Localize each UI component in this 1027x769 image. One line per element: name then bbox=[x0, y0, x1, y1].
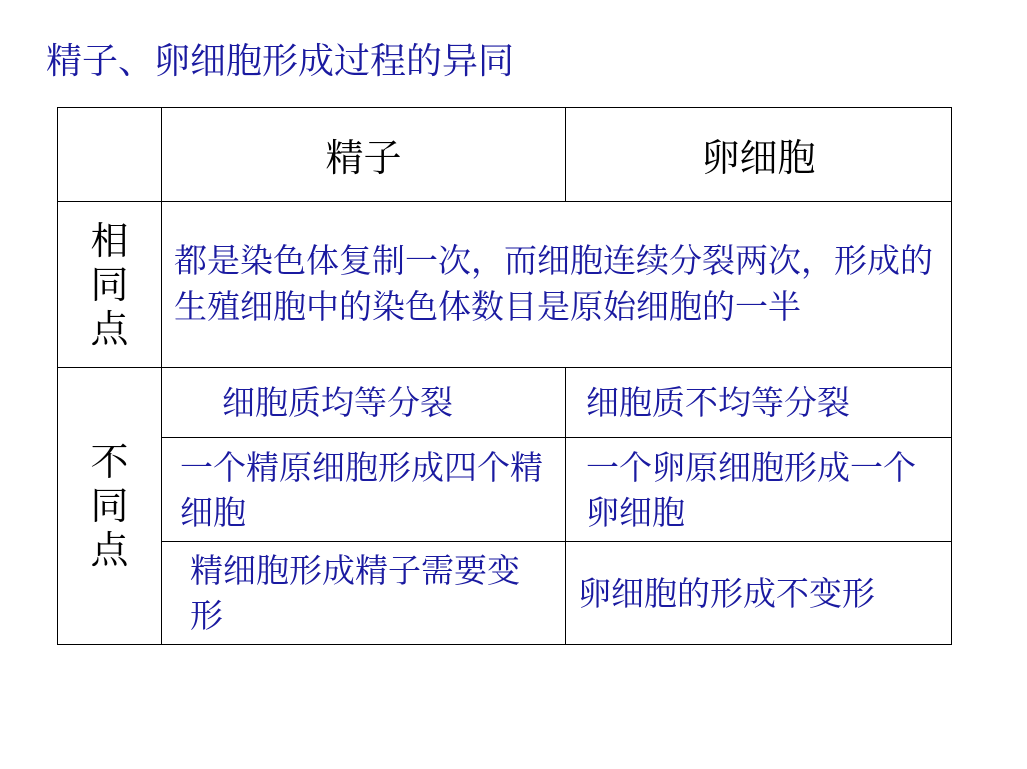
header-row bbox=[58, 108, 952, 202]
difference-label-char: 同 bbox=[90, 484, 129, 528]
difference-row bbox=[58, 542, 952, 645]
similarity-text: 都是染色体复制一次，而细胞连续分裂两次，形成的生殖细胞中的染色体数目是原始细胞的一半 bbox=[162, 202, 952, 368]
egg-cytoplasm-cell: 细胞质不均等分裂 bbox=[566, 368, 952, 438]
header-sperm: 精子 bbox=[162, 108, 566, 202]
corner-cell bbox=[58, 108, 162, 202]
sperm-transform-cell: 精细胞形成精子需要变形 bbox=[162, 542, 566, 645]
difference-label-char: 不 bbox=[90, 440, 129, 484]
sperm-cytoplasm-cell: 细胞质均等分裂 bbox=[162, 368, 566, 438]
similarity-label bbox=[58, 202, 162, 368]
similarity-row bbox=[58, 202, 952, 368]
egg-count-cell: 一个卵原细胞形成一个卵细胞 bbox=[566, 438, 952, 542]
page-title: 精子、卵细胞形成过程的异同 bbox=[46, 41, 515, 82]
similarity-label-char: 相 bbox=[90, 218, 129, 263]
similarity-label-char: 点 bbox=[90, 306, 129, 351]
header-egg: 卵细胞 bbox=[566, 108, 952, 202]
difference-row bbox=[58, 438, 952, 542]
egg-transform-cell: 卵细胞的形成不变形 bbox=[566, 542, 952, 645]
difference-label-char: 点 bbox=[90, 528, 129, 572]
similarity-label-char: 同 bbox=[90, 262, 129, 307]
comparison-table bbox=[57, 107, 952, 645]
difference-row bbox=[58, 368, 952, 438]
difference-label bbox=[58, 368, 162, 645]
sperm-count-cell: 一个精原细胞形成四个精细胞 bbox=[162, 438, 566, 542]
